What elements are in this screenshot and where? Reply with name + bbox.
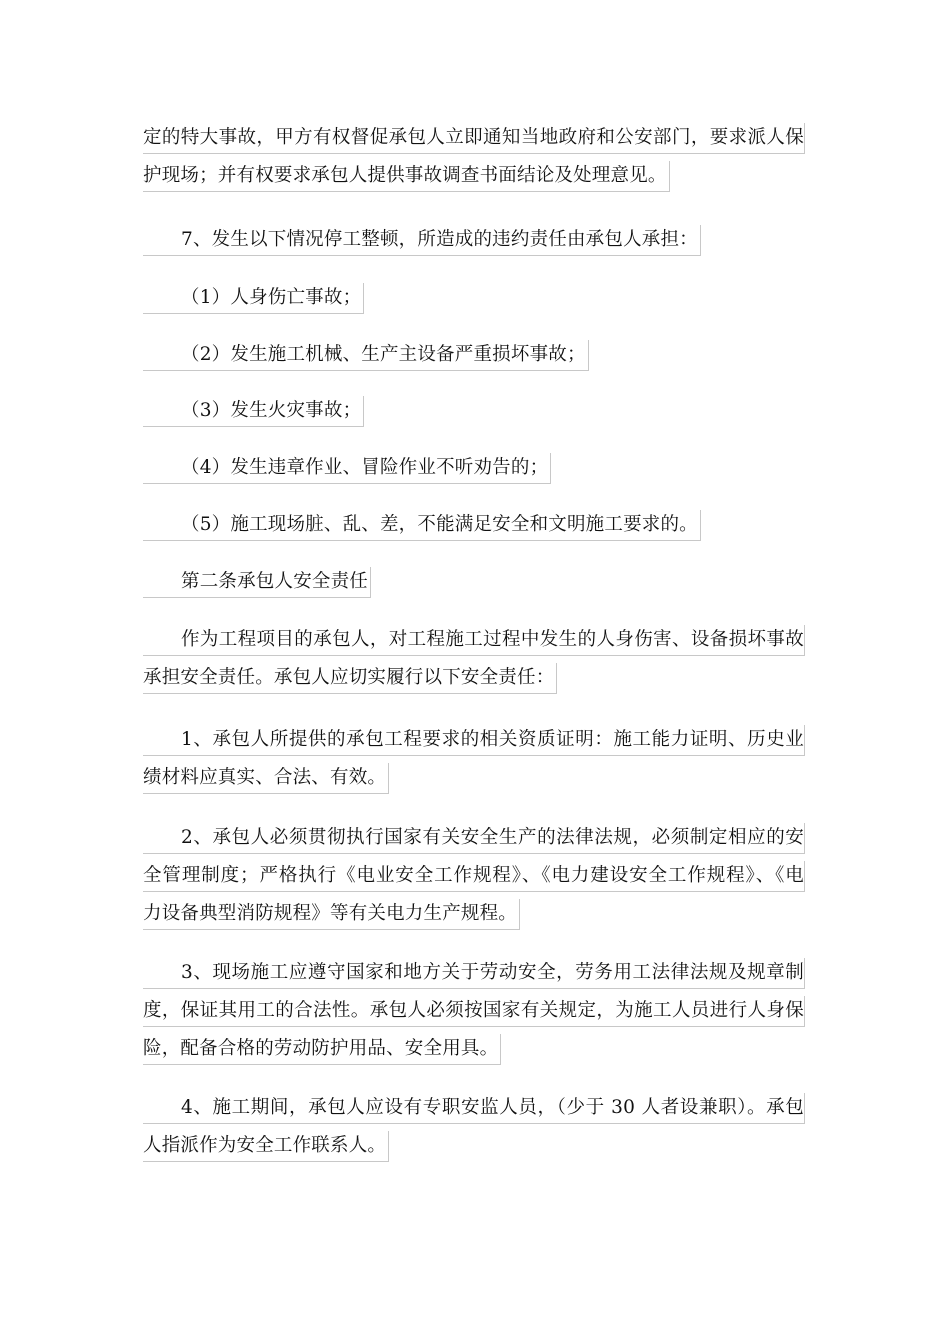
text-line: （3）发生火灾事故； <box>143 396 364 427</box>
paragraph-sub-item-4 <box>143 453 806 491</box>
paragraph-sub-item-5 <box>143 510 806 548</box>
text-line: 险，配备合格的劳动防护用品、安全用具。 <box>143 1034 501 1065</box>
text-line: 作为工程项目的承包人，对工程施工过程中发生的人身伤害、设备损坏事故 <box>143 625 805 656</box>
text-line: （2）发生施工机械、生产主设备严重损坏事故； <box>143 340 589 371</box>
text-line: 1、承包人所提供的承包工程要求的相关资质证明：施工能力证明、历史业 <box>143 725 805 756</box>
text-line: 2、承包人必须贯彻执行国家有关安全生产的法律法规，必须制定相应的安 <box>143 823 805 854</box>
text-line: 人指派作为安全工作联系人。 <box>143 1131 389 1162</box>
text-line: 绩材料应真实、合法、有效。 <box>143 763 389 794</box>
paragraph-item-3 <box>143 958 806 1072</box>
section-heading-article-2 <box>143 567 806 605</box>
paragraph-sub-item-2 <box>143 340 806 378</box>
text-line: 护现场；并有权要求承包人提供事故调查书面结论及处理意见。 <box>143 161 670 192</box>
paragraph-sub-item-1 <box>143 283 806 321</box>
paragraph-item-7 <box>143 225 806 263</box>
text-line: （1）人身伤亡事故； <box>143 283 364 314</box>
text-line: （5）施工现场脏、乱、差，不能满足安全和文明施工要求的。 <box>143 510 701 541</box>
paragraph-item-2 <box>143 823 806 937</box>
paragraph-accident-reporting <box>143 123 806 199</box>
text-line: 3、现场施工应遵守国家和地方关于劳动安全，劳务用工法律法规及规章制 <box>143 958 805 989</box>
text-line: 承担安全责任。承包人应切实履行以下安全责任： <box>143 663 557 694</box>
text-line: 度，保证其用工的合法性。承包人必须按国家有关规定，为施工人员进行人身保 <box>143 996 805 1027</box>
paragraph-sub-item-3 <box>143 396 806 434</box>
text-line: 定的特大事故，甲方有权督促承包人立即通知当地政府和公安部门，要求派人保 <box>143 123 805 154</box>
text-line: （4）发生违章作业、冒险作业不听劝告的； <box>143 453 551 484</box>
paragraph-item-1 <box>143 725 806 801</box>
paragraph-item-4 <box>143 1093 806 1169</box>
text-line: 4、施工期间，承包人应设有专职安监人员，（少于 30 人者设兼职）。承包 <box>143 1093 805 1124</box>
text-line: 全管理制度；严格执行《电业安全工作规程》、《电力建设安全工作规程》、《电 <box>143 861 805 892</box>
text-line: 7、发生以下情况停工整顿，所造成的违约责任由承包人承担： <box>143 225 701 256</box>
text-line: 力设备典型消防规程》等有关电力生产规程。 <box>143 899 520 930</box>
text-line: 第二条承包人安全责任 <box>143 567 371 598</box>
paragraph-contractor-responsibility <box>143 625 806 701</box>
